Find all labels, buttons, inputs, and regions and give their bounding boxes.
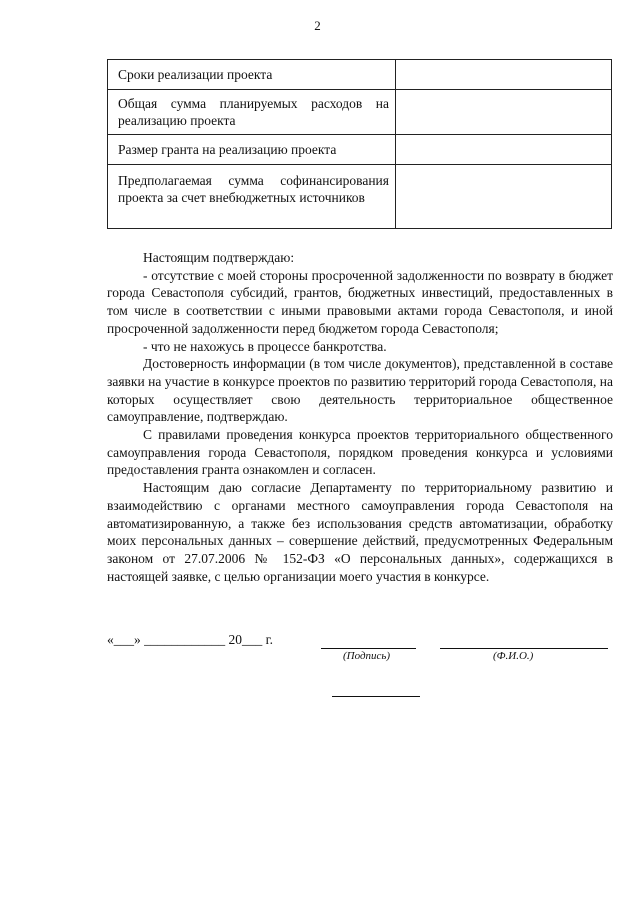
date-field[interactable]: «___» ____________ 20___ г. — [107, 632, 274, 647]
paragraph-no-debt: - отсутствие с моей стороны просроченной задолженности по возврату в бюджет города Севастополя субсидий, грантов, бюджетных инвестиций, предоставленных в том числе в соответствии с иными правовыми актами города Севастополя, и иной просроченной задолженности перед бюджетом города Севастополя; — [107, 267, 613, 336]
row-value-total-expenses[interactable] — [396, 90, 612, 135]
page-number: 2 — [314, 18, 321, 33]
row-value-cofinancing[interactable] — [396, 165, 612, 229]
paragraph-rules: С правилами проведения конкурса проектов территориального общественного самоуправления города Севастополя, порядком проведения конкурса и условиями предоставления гранта ознакомлен и согласен. — [107, 427, 613, 478]
row-label-cofinancing — [108, 165, 396, 229]
signature-block — [107, 630, 613, 670]
paragraph-consent: Настоящим даю согласие Департаменту по территориальному развитию и взаимодействию с органами местного самоуправления города Севастополя на автоматизированную, а также без использования средств автоматизации, обработку моих персональных данных – совершение действий, предусмотренных Федеральным законом от 27.07.2006 № 152-ФЗ «О персональных данных», содержащихся в настоящей заявке, с целью организации моего участия в конкурсе. — [107, 480, 613, 584]
row-value-grant-amount[interactable] — [396, 135, 612, 165]
paragraph-intro: Настоящим подтверждаю: — [143, 250, 295, 265]
row-label-grant-amount: Размер гранта на реализацию проекта — [108, 135, 396, 165]
signature-line[interactable] — [321, 648, 416, 649]
table-row — [108, 135, 612, 165]
table-row — [108, 165, 612, 229]
row-label-implementation-period: Сроки реализации проекта — [108, 60, 396, 90]
name-caption: (Ф.И.О.) — [493, 650, 534, 662]
confirmation-text — [107, 249, 613, 585]
label-text: Общая сумма планируемых расходов на реализацию проекта — [118, 96, 389, 128]
label-text: Предполагаемая сумма софинансирования проекта за счет внебюджетных источников — [118, 173, 389, 205]
signature-caption: (Подпись) — [343, 650, 391, 662]
bottom-line — [332, 696, 420, 697]
row-value-implementation-period[interactable] — [396, 60, 612, 90]
paragraph-no-bankruptcy: - что не нахожусь в процессе банкротства. — [143, 338, 387, 354]
project-info-table — [107, 59, 612, 229]
table-row — [108, 60, 612, 90]
table-row — [108, 90, 612, 135]
paragraph-accuracy: Достоверность информации (в том числе документов), представленной в составе заявки на участие в конкурсе проектов по развитию территорий города Севастополя, на которых осуществляет свою деятельность территориальное общественное самоуправление, подтверждаю. — [107, 356, 613, 425]
row-label-total-expenses — [108, 90, 396, 135]
name-line[interactable] — [440, 648, 608, 649]
